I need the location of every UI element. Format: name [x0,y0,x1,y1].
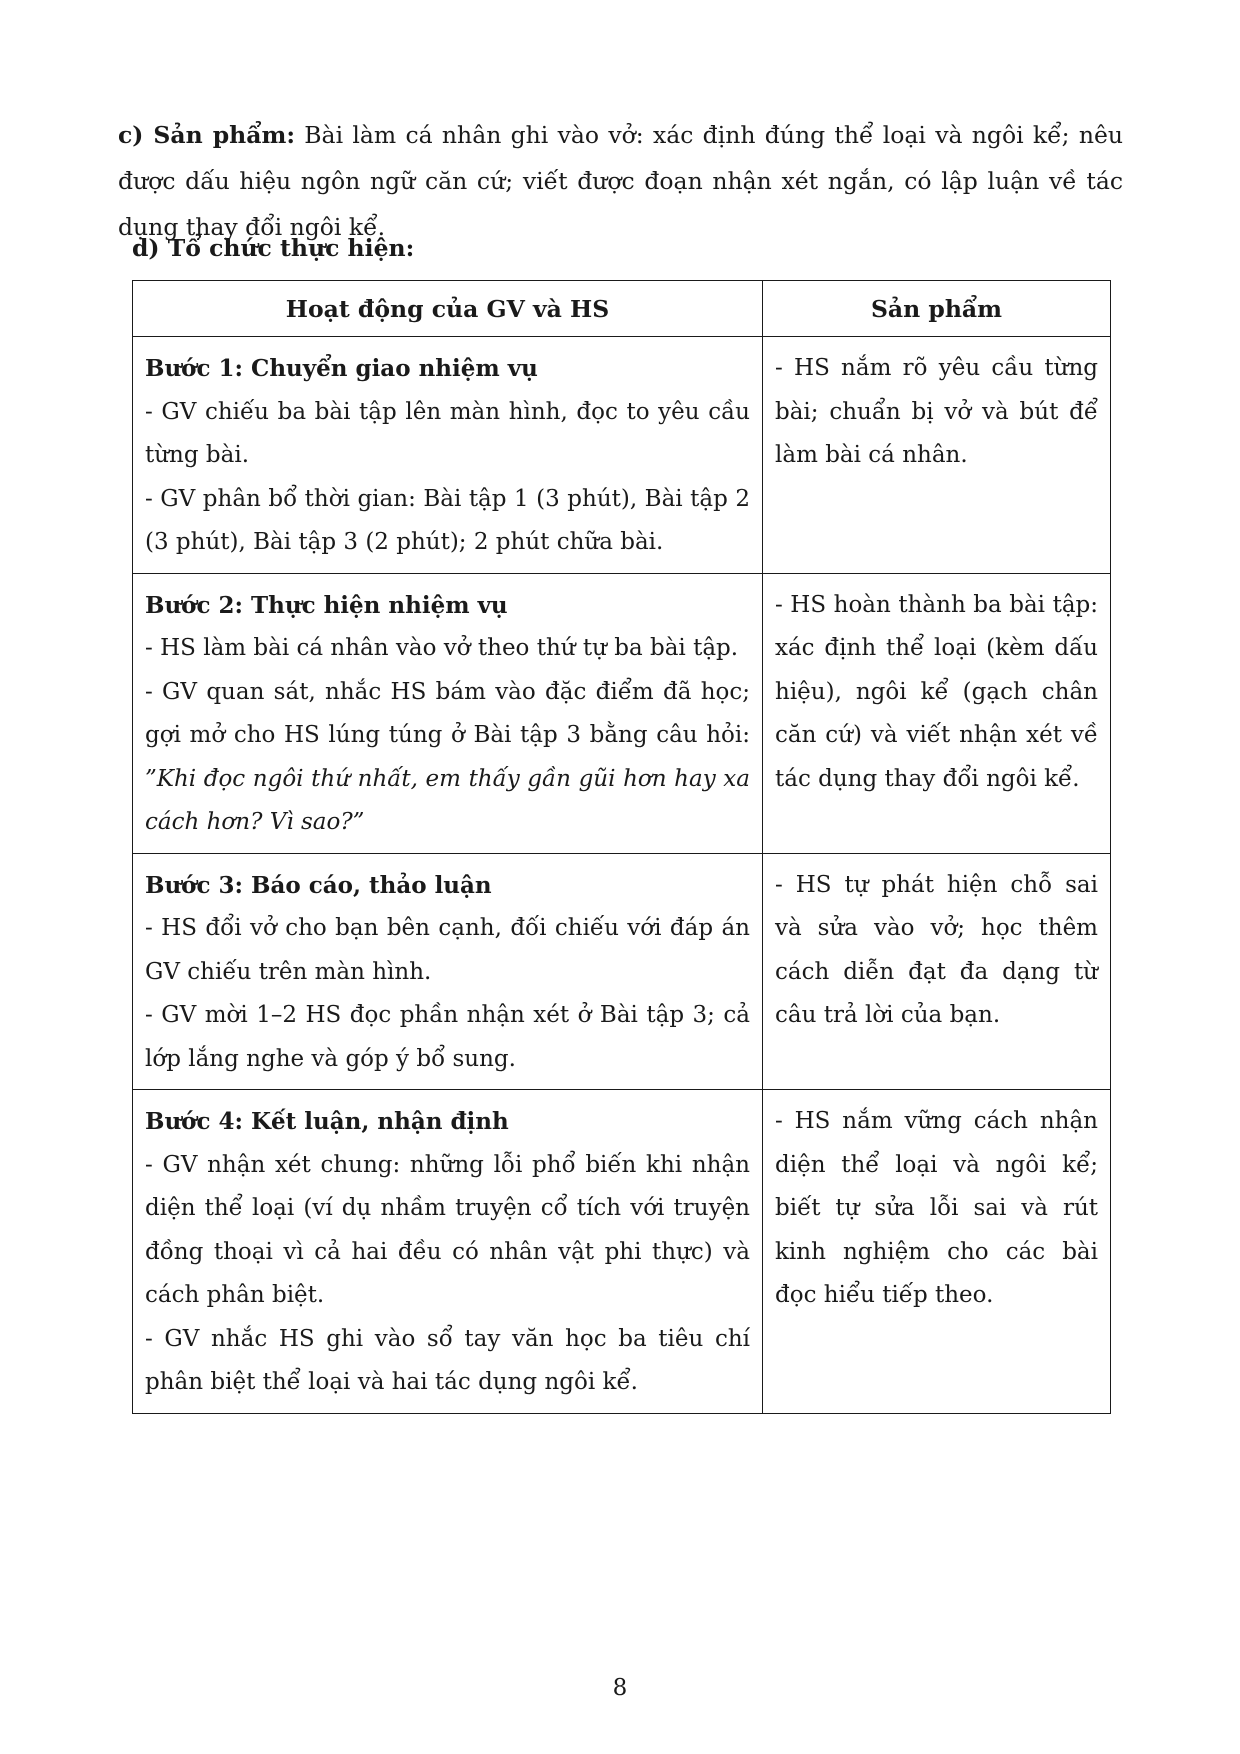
activity-cell [133,573,763,853]
table-row [133,1090,1111,1414]
step-title: Bước 3: Báo cáo, thảo luận [145,871,492,899]
step-title: Bước 1: Chuyển giao nhiệm vụ [145,355,538,382]
activity-line: - GV phân bổ thời gian: Bài tập 1 (3 phút), Bài tập 2 (3 phút), Bài tập 3 (2 phút); 2 phút chữa bài. [145,485,750,555]
activity-line: - GV nhắc HS ghi vào sổ tay văn học ba tiêu chí phân biệt thể loại và hai tác dụng ngôi kể. [145,1325,750,1395]
product-cell: - HS tự phát hiện chỗ sai và sửa vào vở; học thêm cách diễn đạt đa dạng từ câu trả lời của bạn. [763,853,1111,1090]
guiding-question: ”Khi đọc ngôi thứ nhất, em thấy gần gũi hơn hay xa cách hơn? Vì sao?” [145,765,750,835]
table-header-row [133,281,1111,337]
activity-cell [133,337,763,574]
table-row [133,853,1111,1090]
step-title: Bước 4: Kết luận, nhận định [145,1108,509,1135]
activity-table [132,280,1111,1414]
activity-line: - HS đổi vở cho bạn bên cạnh, đối chiếu với đáp án GV chiếu trên màn hình. [145,915,750,985]
activity-cell [133,853,763,1090]
section-d-heading: d) Tổ chức thực hiện: [132,234,415,262]
activity-line [145,671,750,845]
step-title: Bước 2: Thực hiện nhiệm vụ [145,591,508,619]
product-cell: - HS nắm rõ yêu cầu từng bài; chuẩn bị vở và bút để làm bài cá nhân. [763,337,1111,574]
section-c-text: Bài làm cá nhân ghi vào vở: xác định đúng thể loại và ngôi kể; nêu được dấu hiệu ngôn ngữ căn cứ; viết được đoạn nhận xét ngắn, có lập luận về tác dụng thay đổi ngôi kể. [118,121,1123,241]
activity-line: - GV mời 1–2 HS đọc phần nhận xét ở Bài tập 3; cả lớp lắng nghe và góp ý bổ sung. [145,1002,750,1072]
page-number: 8 [612,1675,628,1701]
table-row [133,337,1111,574]
activity-line: - GV chiếu ba bài tập lên màn hình, đọc to yêu cầu từng bài. [145,398,750,468]
activity-cell [133,1090,763,1414]
activity-line-text: - GV quan sát, nhắc HS bám vào đặc điểm đã học; gợi mở cho HS lúng túng ở Bài tập 3 bằng câu hỏi: [145,678,750,748]
product-cell: - HS hoàn thành ba bài tập: xác định thể loại (kèm dấu hiệu), ngôi kể (gạch chân căn cứ) và viết nhận xét về tác dụng thay đổi ngôi kể. [763,573,1111,853]
product-cell: - HS nắm vững cách nhận diện thể loại và ngôi kể; biết tự sửa lỗi sai và rút kinh nghiệm cho các bài đọc hiểu tiếp theo. [763,1090,1111,1414]
activity-line: - HS làm bài cá nhân vào vở theo thứ tự ba bài tập. [145,635,739,661]
header-products: Sản phẩm [763,281,1111,337]
header-activities: Hoạt động của GV và HS [133,281,763,337]
activity-line: - GV nhận xét chung: những lỗi phổ biến khi nhận diện thể loại (ví dụ nhầm truyện cổ tích với truyện đồng thoại vì cả hai đều có nhân vật phi thực) và cách phân biệt. [145,1151,750,1308]
section-c-label: c) Sản phẩm: [118,121,295,149]
table-row [133,573,1111,853]
